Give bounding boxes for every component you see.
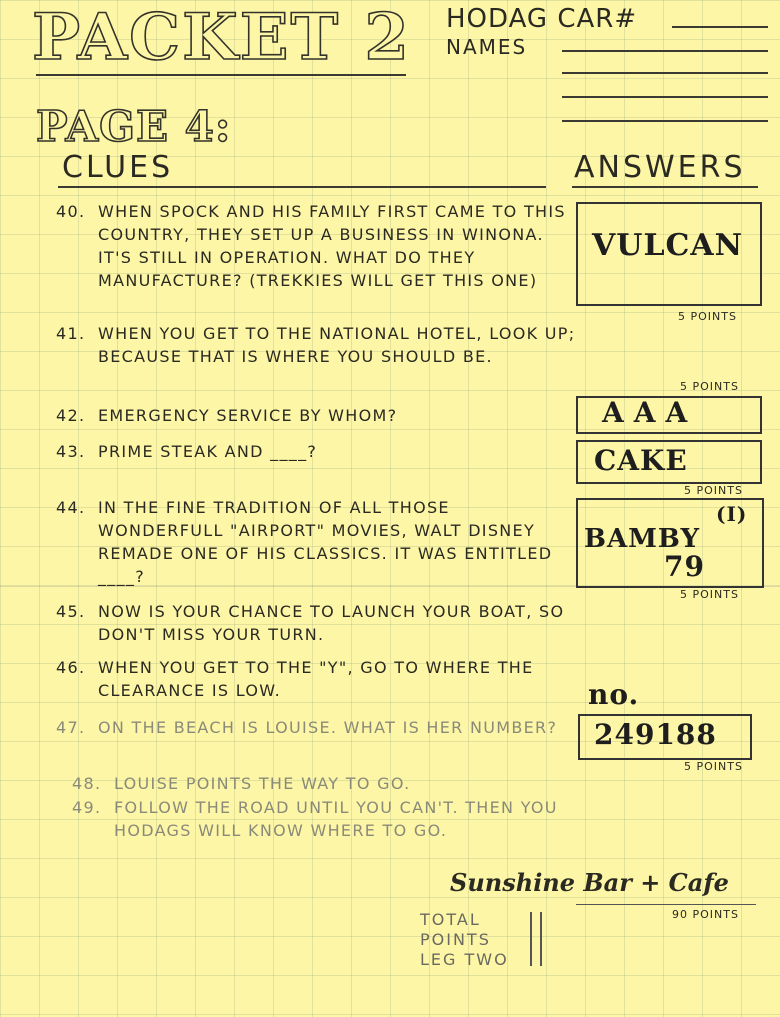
total-line-1: TOTAL: [420, 910, 481, 929]
hodag-car-line[interactable]: [672, 26, 768, 28]
clue-number: 46.: [56, 658, 86, 677]
final-answer-line[interactable]: [576, 904, 756, 905]
final-answer: Sunshine Bar + Cafe: [450, 868, 729, 897]
clue-number: 42.: [56, 406, 86, 425]
clue-text: ON THE BEACH IS LOUISE. WHAT IS HER NUMBER?: [98, 718, 558, 737]
names-line-4[interactable]: [562, 120, 768, 122]
points-42: 5 POINTS: [680, 380, 739, 393]
clue-46: [56, 656, 576, 702]
answer-44-line1: BAMBY: [584, 524, 701, 554]
clue-number: 44.: [56, 498, 86, 517]
header-underline: [36, 74, 406, 76]
clue-text: LOUISE POINTS THE WAY TO GO.: [114, 774, 411, 793]
names-label: NAMES: [446, 35, 528, 59]
answer-44-mark: (I): [716, 502, 748, 526]
clues-heading-underline: [58, 186, 546, 188]
clue-49: [72, 796, 592, 842]
clue-number: 40.: [56, 202, 86, 221]
hodag-car-label: HODAG CAR#: [446, 4, 638, 34]
clue-number: 49.: [72, 798, 102, 817]
points-final: 90 POINTS: [672, 908, 739, 921]
clue-45: [56, 600, 576, 646]
names-line-1[interactable]: [562, 50, 768, 52]
packet-title: PACKET 2: [32, 0, 411, 75]
names-line-3[interactable]: [562, 96, 768, 98]
answer-43: CAKE: [594, 444, 688, 477]
clue-44: [56, 496, 576, 588]
clue-48: [72, 772, 592, 795]
clue-text: IN THE FINE TRADITION OF ALL THOSE WONDERFULL "AIRPORT" MOVIES, WALT DISNEY REMADE ONE OF HIS CLASSICS. IT WAS ENTITLED ____?: [98, 498, 553, 586]
clue-41: [56, 322, 576, 368]
points-47: 5 POINTS: [684, 760, 743, 773]
clue-40: [56, 200, 576, 292]
clue-text: WHEN YOU GET TO THE NATIONAL HOTEL, LOOK UP; BECAUSE THAT IS WHERE YOU SHOULD BE.: [98, 324, 576, 366]
points-44: 5 POINTS: [680, 588, 739, 601]
answers-heading: ANSWERS: [574, 150, 746, 185]
clue-text: EMERGENCY SERVICE BY WHOM?: [98, 406, 398, 425]
clue-number: 47.: [56, 718, 86, 737]
answers-heading-underline: [572, 186, 758, 188]
clue-number: 48.: [72, 774, 102, 793]
points-40: 5 POINTS: [678, 310, 737, 323]
total-points-label: [420, 910, 509, 970]
clue-text: NOW IS YOUR CHANCE TO LAUNCH YOUR BOAT, SO DON'T MISS YOUR TURN.: [98, 602, 565, 644]
clue-47: [56, 716, 576, 739]
clue-number: 45.: [56, 602, 86, 621]
page-title: PAGE 4:: [36, 102, 232, 151]
clue-text: WHEN SPOCK AND HIS FAMILY FIRST CAME TO THIS COUNTRY, THEY SET UP A BUSINESS IN WINONA. IT'S STILL IN OPERATION. WHAT DO THEY MANUFACTURE? (TREKKIES WILL GET THIS ONE): [98, 202, 566, 290]
clue-text: WHEN YOU GET TO THE "Y", GO TO WHERE THE CLEARANCE IS LOW.: [98, 658, 534, 700]
answer-47-prefix: no.: [588, 678, 640, 711]
answer-42: AAA: [602, 396, 698, 429]
clue-42: [56, 404, 576, 427]
clues-heading: CLUES: [62, 150, 174, 185]
clue-number: 41.: [56, 324, 86, 343]
names-line-2[interactable]: [562, 72, 768, 74]
answer-44-line2: 79: [664, 550, 705, 583]
clue-43: [56, 440, 576, 463]
total-line-2: POINTS: [420, 930, 491, 949]
clue-number: 43.: [56, 442, 86, 461]
clue-text: PRIME STEAK AND ____?: [98, 442, 318, 461]
clue-text: FOLLOW THE ROAD UNTIL YOU CAN'T. THEN YOU HODAGS WILL KNOW WHERE TO GO.: [114, 798, 558, 840]
total-line-3: LEG TWO: [420, 950, 509, 969]
answer-47: 249188: [594, 718, 717, 751]
points-43: 5 POINTS: [684, 484, 743, 497]
answer-40: VULCAN: [592, 228, 744, 263]
total-points-field[interactable]: [530, 912, 542, 966]
